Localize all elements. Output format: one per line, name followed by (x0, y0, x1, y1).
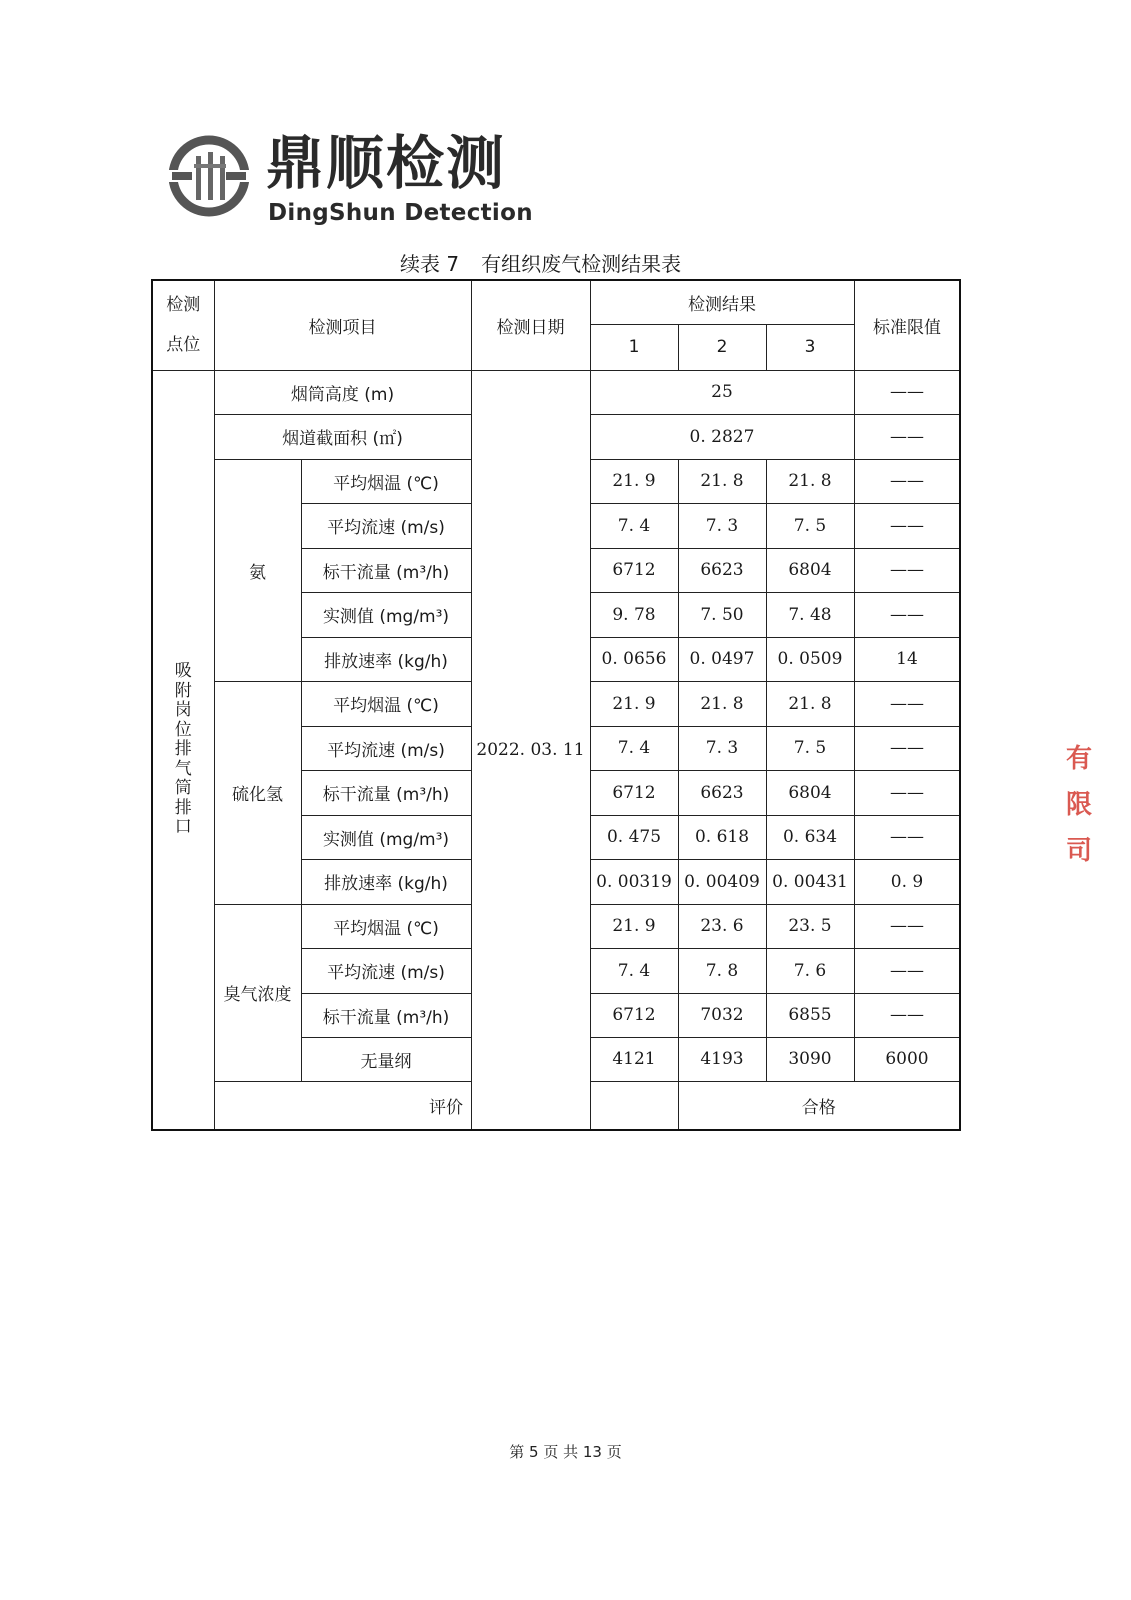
row-label: 平均流速 (m/s) (301, 726, 471, 770)
point-char: 附 (174, 680, 192, 701)
header-item: 检测项目 (214, 280, 471, 370)
value-1: 7. 4 (590, 726, 678, 770)
limit-value: —— (854, 904, 960, 948)
value-1: 0. 475 (590, 815, 678, 859)
header-point-line1: 检测 (166, 295, 201, 316)
value-2: 0. 00409 (678, 859, 766, 904)
value-2: 6623 (678, 548, 766, 592)
header-limit: 标准限值 (854, 280, 960, 370)
point-char: 岗 (174, 700, 192, 720)
company-logo (168, 126, 533, 230)
value-3: 0. 00431 (766, 859, 854, 904)
value-3: 21. 8 (766, 681, 854, 726)
limit-value: —— (854, 592, 960, 637)
value-1: 9. 78 (590, 592, 678, 637)
value-3: 6855 (766, 993, 854, 1037)
value-2: 23. 6 (678, 904, 766, 948)
general-limit: —— (854, 414, 960, 459)
detection-date: 2022. 03. 11 (471, 370, 590, 1130)
limit-value: —— (854, 548, 960, 592)
limit-value: —— (854, 815, 960, 859)
value-1: 4121 (590, 1037, 678, 1081)
point-char: 筒 (174, 778, 192, 798)
stamp-char: 有 (1065, 744, 1092, 774)
caption-title: 有组织废气检测结果表 (481, 252, 682, 276)
header-results: 检测结果 (590, 280, 854, 324)
value-2: 0. 0497 (678, 637, 766, 681)
row-label: 无量纲 (301, 1037, 471, 1081)
row-label: 平均流速 (m/s) (301, 948, 471, 993)
value-3: 7. 5 (766, 726, 854, 770)
value-2: 4193 (678, 1037, 766, 1081)
stamp-char: 司 (1065, 836, 1092, 866)
value-1: 0. 0656 (590, 637, 678, 681)
page-footer: 第 5 页 共 13 页 (509, 1443, 622, 1461)
logo-name-cn: 鼎顺检测 (266, 129, 507, 197)
results-table (151, 279, 961, 1131)
limit-value: —— (854, 948, 960, 993)
value-2: 7032 (678, 993, 766, 1037)
row-label: 平均流速 (m/s) (301, 503, 471, 548)
value-2: 7. 3 (678, 503, 766, 548)
value-2: 21. 8 (678, 459, 766, 503)
seal-stamp (1064, 736, 1094, 950)
limit-value: 6000 (854, 1037, 960, 1081)
point-char: 排 (174, 739, 192, 759)
value-3: 21. 8 (766, 459, 854, 503)
stamp-char: 限 (1065, 790, 1092, 820)
general-label: 烟筒高度 (m) (214, 370, 471, 414)
logo-name-en: DingShun Detection (268, 200, 533, 226)
limit-value: —— (854, 503, 960, 548)
point-char: 排 (174, 797, 192, 818)
header-col-3: 3 (766, 324, 854, 370)
limit-value: 0. 9 (854, 859, 960, 904)
value-3: 7. 6 (766, 948, 854, 993)
value-1: 21. 9 (590, 459, 678, 503)
header-col-1: 1 (590, 324, 678, 370)
value-3: 6804 (766, 548, 854, 592)
value-1: 6712 (590, 548, 678, 592)
point-char: 位 (174, 719, 192, 740)
value-1: 0. 00319 (590, 859, 678, 904)
value-1: 21. 9 (590, 904, 678, 948)
row-label: 平均烟温 (℃) (301, 459, 471, 503)
value-1: 21. 9 (590, 681, 678, 726)
value-2: 7. 50 (678, 592, 766, 637)
limit-value: —— (854, 459, 960, 503)
logo-mark-icon (168, 126, 250, 226)
value-1: 6712 (590, 993, 678, 1037)
row-label: 实测值 (mg/m³) (301, 815, 471, 859)
value-2: 7. 8 (678, 948, 766, 993)
value-3: 6804 (766, 770, 854, 815)
header-point-line2: 点位 (166, 335, 201, 356)
value-2: 21. 8 (678, 681, 766, 726)
general-label: 烟道截面积 (㎡) (214, 414, 471, 459)
sampling-point (152, 370, 214, 1130)
general-limit: —— (854, 370, 960, 414)
limit-value: 14 (854, 637, 960, 681)
value-3: 0. 634 (766, 815, 854, 859)
row-label: 排放速率 (kg/h) (301, 859, 471, 904)
value-1: 7. 4 (590, 948, 678, 993)
point-char: 气 (174, 758, 192, 779)
caption-label: 续表 7 (400, 252, 460, 276)
group-name: 臭气浓度 (214, 904, 301, 1081)
value-2: 0. 618 (678, 815, 766, 859)
row-label: 平均烟温 (℃) (301, 681, 471, 726)
value-3: 0. 0509 (766, 637, 854, 681)
limit-value: —— (854, 726, 960, 770)
point-char: 口 (174, 817, 192, 837)
limit-value: —— (854, 681, 960, 726)
group-name: 氨 (214, 459, 301, 681)
row-label: 实测值 (mg/m³) (301, 592, 471, 637)
table-caption (400, 248, 681, 277)
header-date: 检测日期 (471, 280, 590, 370)
group-name: 硫化氢 (214, 681, 301, 904)
point-char: 吸 (174, 661, 192, 681)
evaluation-value: 合格 (678, 1081, 960, 1130)
value-3: 7. 48 (766, 592, 854, 637)
general-value: 0. 2827 (590, 414, 854, 459)
value-1: 7. 4 (590, 503, 678, 548)
row-label: 标干流量 (m³/h) (301, 993, 471, 1037)
row-label: 平均烟温 (℃) (301, 904, 471, 948)
header-col-2: 2 (678, 324, 766, 370)
header-point (152, 280, 214, 370)
row-label: 标干流量 (m³/h) (301, 548, 471, 592)
value-3: 3090 (766, 1037, 854, 1081)
row-label: 标干流量 (m³/h) (301, 770, 471, 815)
value-1: 6712 (590, 770, 678, 815)
limit-value: —— (854, 993, 960, 1037)
row-label: 排放速率 (kg/h) (301, 637, 471, 681)
limit-value: —— (854, 770, 960, 815)
value-2: 6623 (678, 770, 766, 815)
general-value: 25 (590, 370, 854, 414)
evaluation-label: 评价 (214, 1081, 678, 1130)
value-2: 7. 3 (678, 726, 766, 770)
value-3: 23. 5 (766, 904, 854, 948)
value-3: 7. 5 (766, 503, 854, 548)
